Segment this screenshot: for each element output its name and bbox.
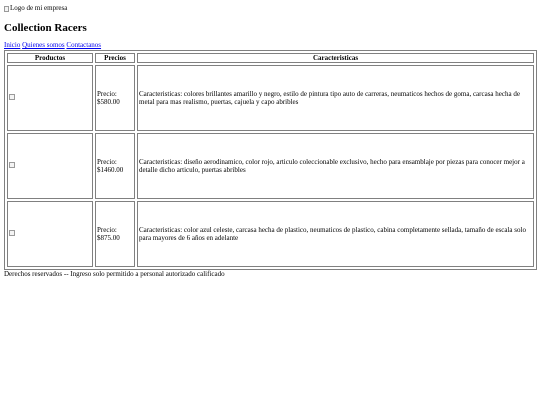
features-cell: Caracteristicas: color azul celeste, carcasa hecha de plastico, neumaticos de plastico, cabina completamente sellada, tamaño de escala solo para mayores de 6 años en adelante xyxy=(137,201,534,267)
broken-image-icon xyxy=(4,6,9,12)
price-cell: Precio: $1460.00 xyxy=(95,133,135,199)
nav-link-inicio[interactable]: Inicio xyxy=(4,41,21,49)
logo-alt-text: Logo de mi empresa xyxy=(10,4,68,13)
table-header-row xyxy=(7,53,534,63)
table-row xyxy=(7,65,534,131)
product-image-cell xyxy=(7,201,93,267)
nav-link-contactanos[interactable]: Contactanos xyxy=(66,41,102,49)
company-logo xyxy=(4,4,536,13)
column-header-caracteristicas: Caracteristicas xyxy=(137,53,534,63)
product-image-cell xyxy=(7,65,93,131)
column-header-productos: Productos xyxy=(7,53,93,63)
table-row xyxy=(7,201,534,267)
page-title: Collection Racers xyxy=(4,22,87,34)
price-cell: Precio: $875.00 xyxy=(95,201,135,267)
price-cell: Precio: $580.00 xyxy=(95,65,135,131)
nav-link-quienes-somos[interactable]: Quienes somos xyxy=(22,41,65,49)
broken-image-icon xyxy=(9,230,15,236)
column-header-precios: Precios xyxy=(95,53,135,63)
product-image-cell xyxy=(7,133,93,199)
products-table xyxy=(4,50,537,270)
footer-text: Derechos reservados -- Ingreso solo permitido a personal autorizado calificado xyxy=(4,270,225,279)
broken-image-icon xyxy=(9,94,15,100)
table-row xyxy=(7,133,534,199)
broken-image-icon xyxy=(9,162,15,168)
nav-bar xyxy=(4,41,536,49)
features-cell: Caracteristicas: colores brillantes amarillo y negro, estilo de pintura tipo auto de carreras, neumaticos hechos de goma, carcasa hecha de metal para mas realismo, puertas, cajuela y capo abribles xyxy=(137,65,534,131)
features-cell: Caracteristicas: diseño aerodinamico, color rojo, articulo coleccionable exclusivo, hecho para ensamblaje por piezas para conocer mejor a detalle dicho articulo, puertas abribles xyxy=(137,133,534,199)
